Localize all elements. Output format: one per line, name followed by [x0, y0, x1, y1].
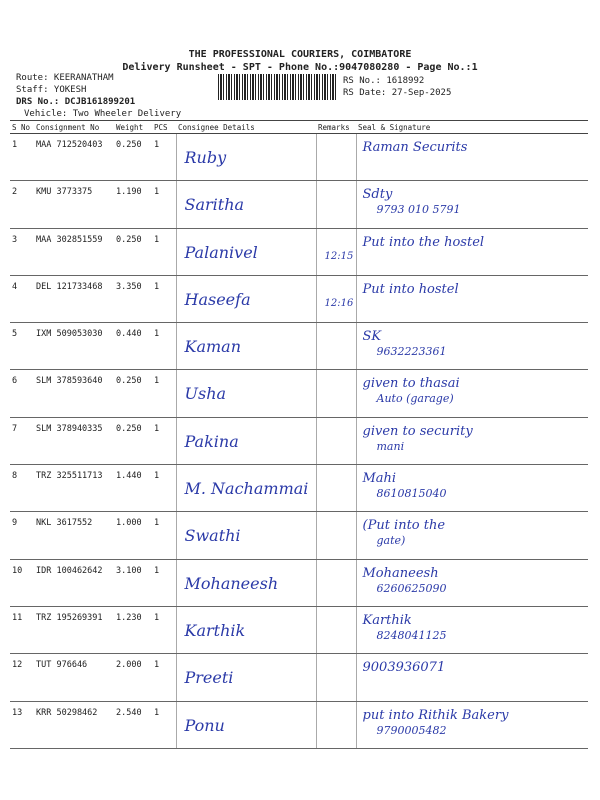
cell-sno: 5 [10, 323, 34, 370]
staff-label: Staff: YOKESH [16, 85, 87, 95]
consignee-handwriting: M. Nachammai [184, 479, 309, 499]
document-subtitle: Delivery Runsheet - SPT - Phone No.:9047080280 - Page No.:1 [122, 62, 478, 73]
cell-weight: 1.190 [114, 181, 152, 228]
seal-line-2: gate) [376, 534, 406, 548]
cell-weight: 1.440 [114, 465, 152, 512]
seal-line-1: Mohaneesh [362, 565, 439, 581]
vehicle-label: Vehicle: Two Wheeler Delivery [24, 109, 182, 119]
runsheet-table [10, 120, 588, 749]
cell-weight: 3.350 [114, 275, 152, 322]
table-row [10, 465, 588, 512]
cell-consignee [176, 275, 316, 322]
cell-consignment: TRZ 325511713 [34, 465, 114, 512]
cell-weight: 0.440 [114, 323, 152, 370]
header-seal: Seal & Signature [356, 121, 588, 134]
cell-consignment: TRZ 195269391 [34, 606, 114, 653]
table-row [10, 512, 588, 559]
cell-remarks [316, 275, 356, 322]
document-title: THE PROFESSIONAL COURIERS, COIMBATORE [188, 49, 412, 60]
consignee-handwriting: Saritha [184, 195, 245, 215]
cell-seal [356, 606, 588, 653]
cell-consignment: TUT 976646 [34, 654, 114, 701]
cell-sno: 1 [10, 134, 34, 181]
consignee-handwriting: Karthik [184, 620, 246, 640]
cell-consignee [176, 134, 316, 181]
table-row [10, 606, 588, 653]
cell-consignee [176, 228, 316, 275]
cell-remarks [316, 417, 356, 464]
seal-line-1: put into Rithik Bakery [362, 707, 509, 723]
rs-date: RS Date: 27-Sep-2025 [343, 88, 452, 98]
table-row [10, 275, 588, 322]
rs-number: RS No.: 1618992 [343, 76, 425, 86]
cell-seal [356, 417, 588, 464]
cell-pcs: 1 [152, 701, 176, 748]
seal-line-2: Auto (garage) [376, 392, 454, 406]
cell-seal [356, 228, 588, 275]
cell-seal [356, 654, 588, 701]
header-pcs: PCS [152, 121, 176, 134]
cell-weight: 0.250 [114, 134, 152, 181]
cell-remarks [316, 228, 356, 275]
seal-line-1: Put into the hostel [362, 234, 485, 250]
seal-line-1: SK [362, 329, 382, 345]
consignee-handwriting: Mohaneesh [184, 573, 279, 593]
cell-sno: 7 [10, 417, 34, 464]
cell-remarks [316, 654, 356, 701]
cell-weight: 3.100 [114, 559, 152, 606]
cell-sno: 10 [10, 559, 34, 606]
cell-consignment: NKL 3617552 [34, 512, 114, 559]
header-consignee: Consignee Details [176, 121, 316, 134]
cell-consignment: SLM 378593640 [34, 370, 114, 417]
header-remarks: Remarks [316, 121, 356, 134]
table-row [10, 323, 588, 370]
seal-line-2: 8610815040 [376, 487, 447, 501]
cell-remarks [316, 512, 356, 559]
cell-consignee [176, 323, 316, 370]
cell-consignee [176, 465, 316, 512]
cell-consignee [176, 654, 316, 701]
cell-seal [356, 701, 588, 748]
table-row [10, 181, 588, 228]
cell-pcs: 1 [152, 512, 176, 559]
table-row [10, 370, 588, 417]
cell-pcs: 1 [152, 606, 176, 653]
consignee-handwriting: Swathi [184, 526, 241, 546]
cell-consignment: DEL 121733468 [34, 275, 114, 322]
consignee-handwriting: Haseefa [184, 289, 251, 309]
cell-consignment: IDR 100462642 [34, 559, 114, 606]
cell-consignee [176, 559, 316, 606]
route-label: Route: KEERANATHAM [16, 73, 114, 83]
cell-weight: 0.250 [114, 417, 152, 464]
seal-line-2: mani [376, 439, 405, 453]
consignee-handwriting: Pakina [184, 431, 239, 451]
barcode [218, 74, 338, 100]
cell-remarks [316, 701, 356, 748]
cell-pcs: 1 [152, 654, 176, 701]
cell-seal [356, 181, 588, 228]
cell-sno: 3 [10, 228, 34, 275]
drs-number: DRS No.: DCJB161899201 [16, 97, 136, 107]
cell-sno: 2 [10, 181, 34, 228]
table-row [10, 701, 588, 748]
cell-pcs: 1 [152, 323, 176, 370]
cell-consignee [176, 512, 316, 559]
cell-weight: 1.000 [114, 512, 152, 559]
seal-line-1: Raman Securits [362, 140, 468, 155]
cell-sno: 4 [10, 275, 34, 322]
header-weight: Weight [114, 121, 152, 134]
cell-consignment: SLM 378940335 [34, 417, 114, 464]
cell-remarks [316, 134, 356, 181]
cell-consignment: KRR 50298462 [34, 701, 114, 748]
cell-consignment: KMU 3773375 [34, 181, 114, 228]
cell-sno: 12 [10, 654, 34, 701]
cell-seal [356, 370, 588, 417]
seal-line-1: Sdty [362, 187, 393, 203]
consignee-handwriting: Ponu [184, 715, 225, 735]
header-consignment: Consignment No [34, 121, 114, 134]
cell-pcs: 1 [152, 275, 176, 322]
cell-weight: 2.540 [114, 701, 152, 748]
cell-remarks [316, 370, 356, 417]
cell-consignee [176, 606, 316, 653]
cell-sno: 11 [10, 606, 34, 653]
seal-line-1: Mahi [362, 471, 397, 487]
table-row [10, 559, 588, 606]
table-header-row [10, 121, 588, 134]
seal-line-1: Put into hostel [362, 281, 459, 297]
cell-seal [356, 465, 588, 512]
cell-consignment: MAA 712520403 [34, 134, 114, 181]
seal-line-1: given to thasai [362, 376, 460, 392]
cell-consignee [176, 370, 316, 417]
cell-remarks [316, 465, 356, 512]
cell-sno: 8 [10, 465, 34, 512]
cell-pcs: 1 [152, 417, 176, 464]
cell-consignee [176, 701, 316, 748]
cell-pcs: 1 [152, 228, 176, 275]
cell-pcs: 1 [152, 465, 176, 512]
seal-line-1: given to security [362, 423, 473, 439]
cell-weight: 0.250 [114, 228, 152, 275]
consignee-handwriting: Palanivel [184, 242, 258, 262]
cell-seal [356, 512, 588, 559]
cell-weight: 2.000 [114, 654, 152, 701]
cell-weight: 1.230 [114, 606, 152, 653]
cell-pcs: 1 [152, 370, 176, 417]
cell-weight: 0.250 [114, 370, 152, 417]
cell-remarks [316, 606, 356, 653]
cell-seal [356, 134, 588, 181]
table-row [10, 417, 588, 464]
seal-line-2: 9793 010 5791 [376, 203, 461, 217]
consignee-handwriting: Ruby [184, 148, 227, 167]
consignee-handwriting: Preeti [184, 668, 234, 688]
cell-remarks [316, 181, 356, 228]
cell-sno: 9 [10, 512, 34, 559]
cell-seal [356, 559, 588, 606]
remark-handwriting: 12:15 [324, 250, 354, 262]
cell-sno: 6 [10, 370, 34, 417]
consignee-handwriting: Kaman [184, 337, 242, 357]
remark-handwriting: 12:16 [324, 297, 354, 309]
cell-pcs: 1 [152, 559, 176, 606]
cell-consignee [176, 417, 316, 464]
cell-consignment: IXM 509053030 [34, 323, 114, 370]
cell-remarks [316, 559, 356, 606]
seal-line-1: 9003936071 [362, 660, 446, 676]
cell-pcs: 1 [152, 134, 176, 181]
cell-seal [356, 275, 588, 322]
table-row [10, 654, 588, 701]
cell-remarks [316, 323, 356, 370]
cell-seal [356, 323, 588, 370]
seal-line-2: 9632223361 [376, 345, 447, 359]
seal-line-2: 8248041125 [376, 628, 447, 642]
consignee-handwriting: Usha [184, 384, 227, 404]
seal-line-2: 6260625090 [376, 581, 447, 595]
table-row [10, 134, 588, 181]
header-sno: S No [10, 121, 34, 134]
cell-consignment: MAA 302851559 [34, 228, 114, 275]
seal-line-1: (Put into the [362, 518, 446, 534]
seal-line-1: Karthik [362, 612, 412, 628]
table-row [10, 228, 588, 275]
cell-consignee [176, 181, 316, 228]
cell-pcs: 1 [152, 181, 176, 228]
seal-line-2: 9790005482 [376, 723, 447, 737]
cell-sno: 13 [10, 701, 34, 748]
